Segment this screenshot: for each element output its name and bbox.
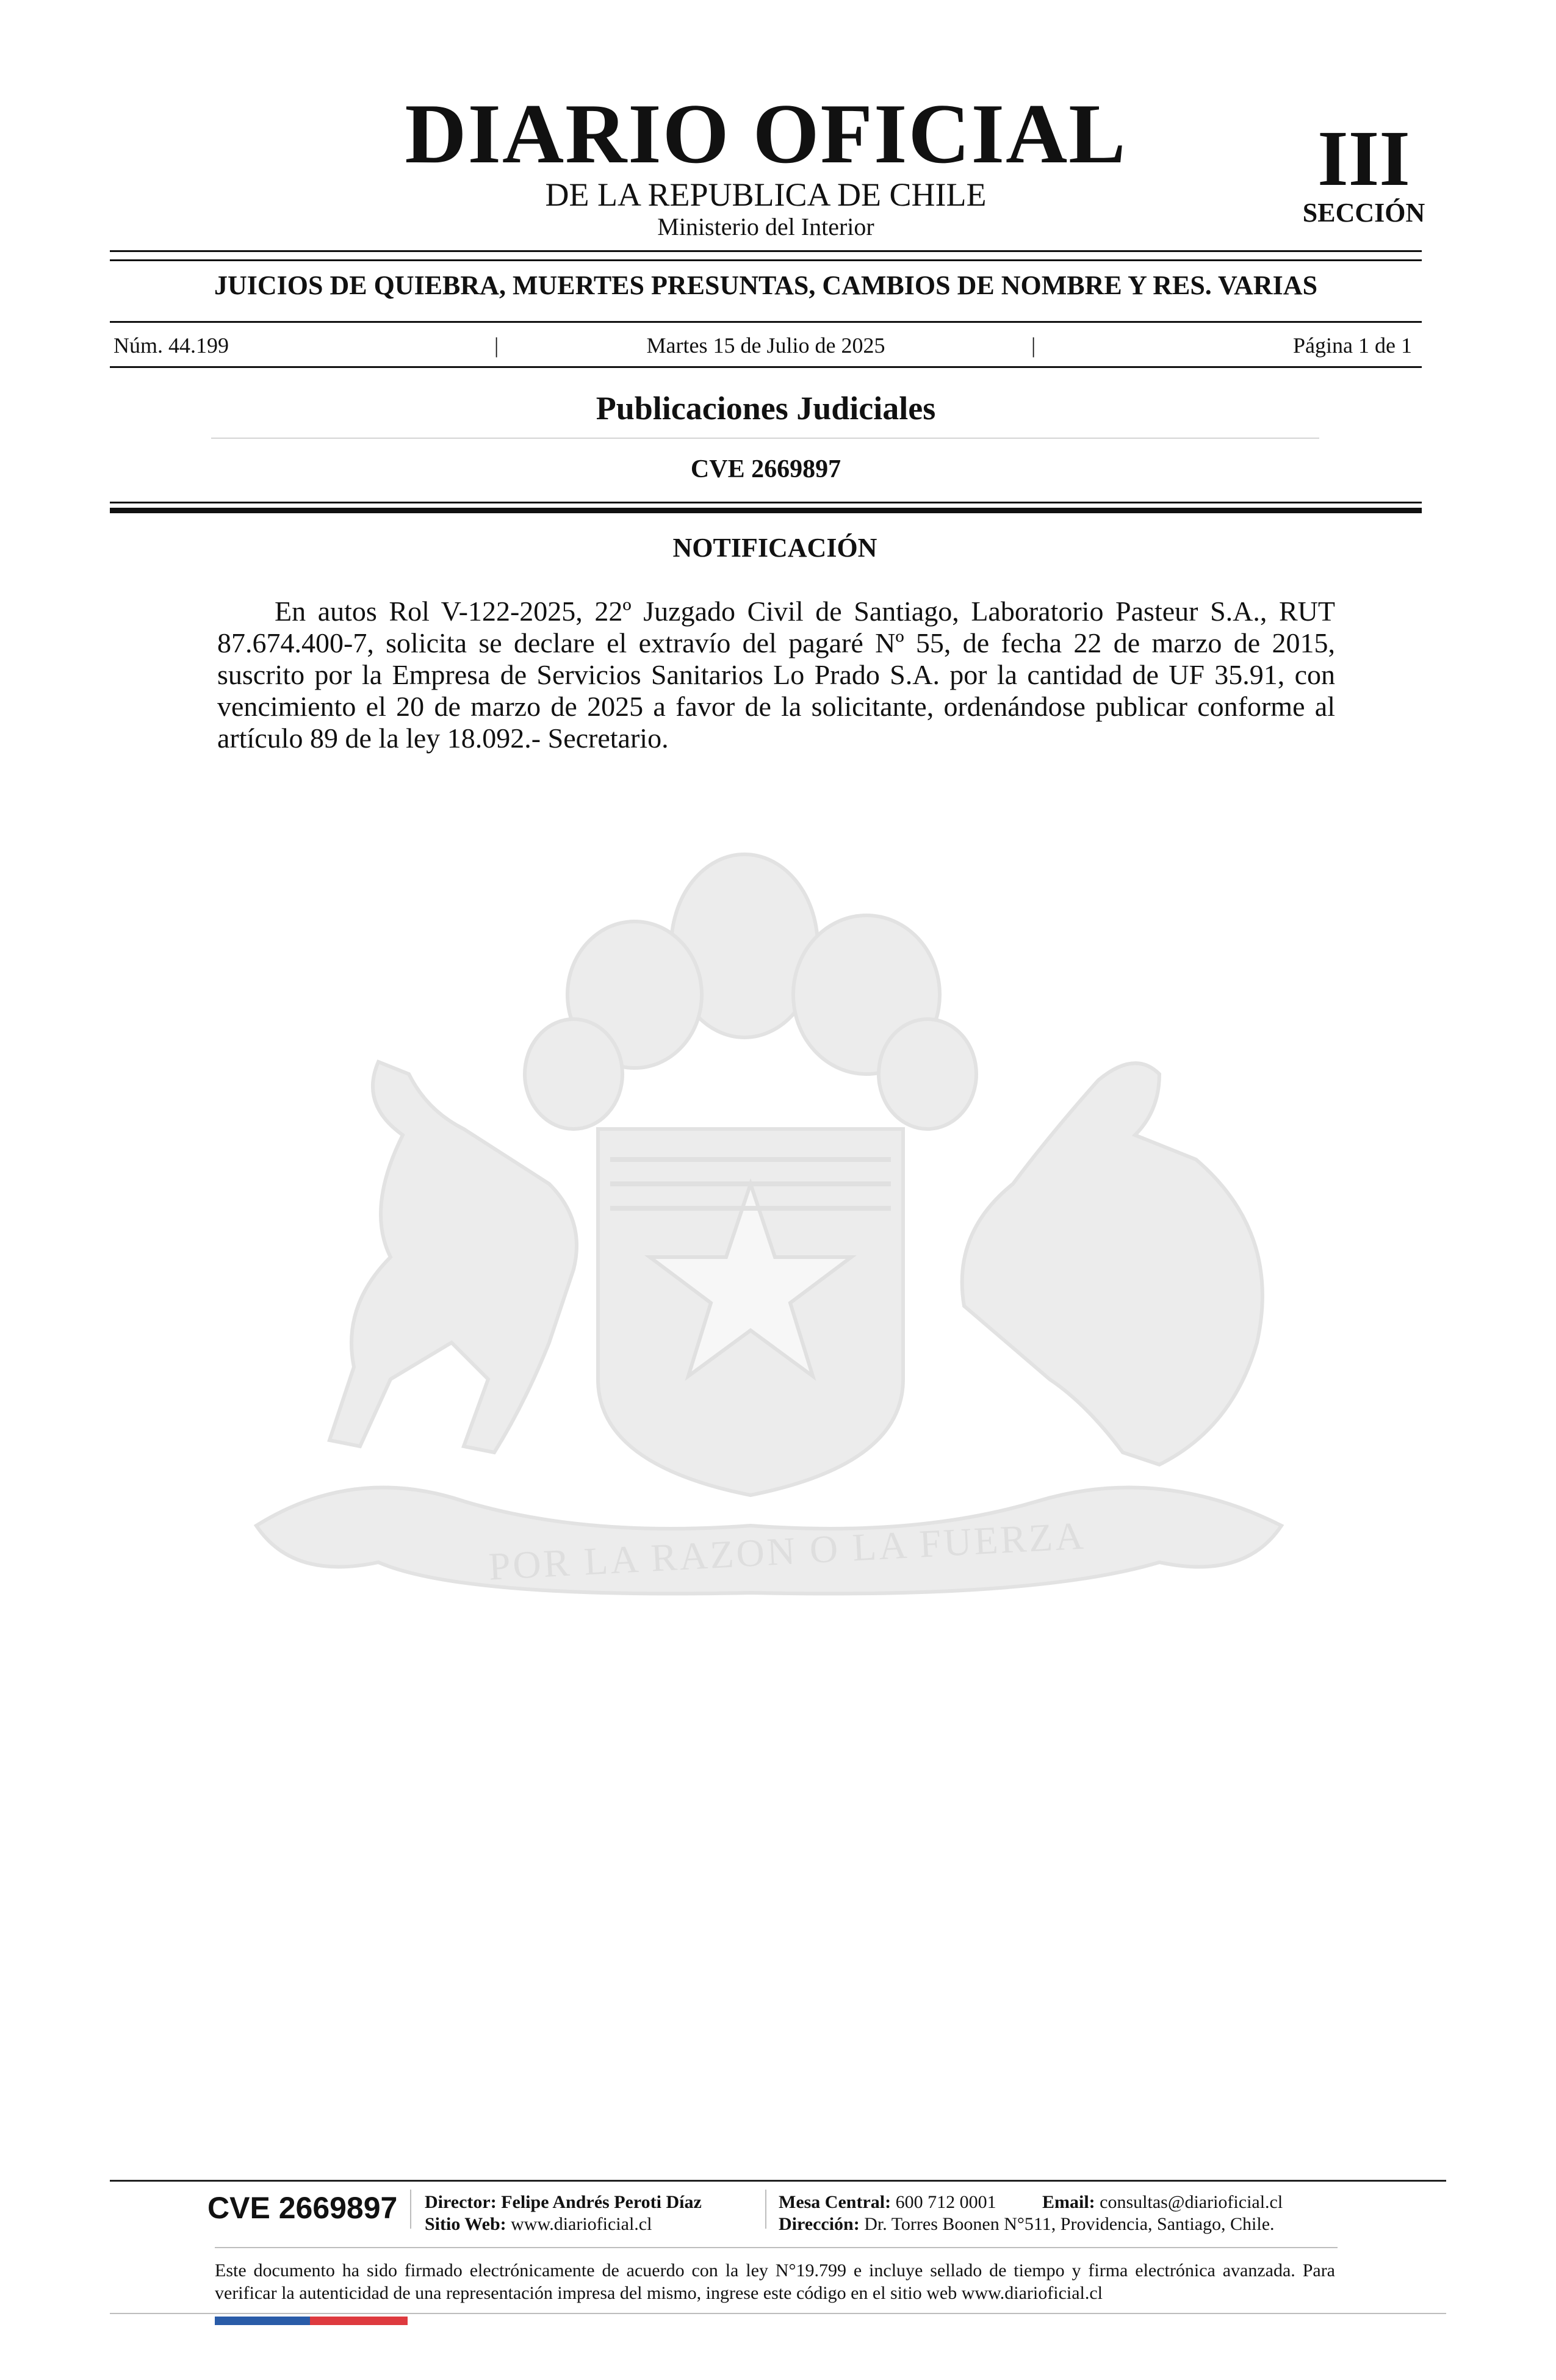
publication-rule-thin	[110, 502, 1422, 503]
address-label: Dirección:	[779, 2214, 860, 2234]
email-link[interactable]: consultas@diarioficial.cl	[1100, 2192, 1283, 2212]
notice-title: NOTIFICACIÓN	[672, 533, 877, 563]
footer-director	[425, 2193, 702, 2212]
director-name: Felipe Andrés Peroti Díaz	[501, 2192, 702, 2212]
address-value: Dr. Torres Boonen N°511, Providencia, Santiago, Chile.	[864, 2214, 1275, 2234]
masthead-title: DIARIO OFICIAL	[405, 87, 1127, 181]
issue-number: Núm. 44.199	[113, 333, 229, 358]
phone-label: Mesa Central:	[779, 2192, 891, 2212]
footer-signature-note: Este documento ha sido firmado electrónicamente de acuerdo con la ley N°19.799 e incluye sellado de tiempo y firma electrónica avanzada. Para verificar la autenticidad de una representación impresa del mismo, ingrese este código en el sitio web www.diarioficial.cl	[215, 2260, 1335, 2303]
meta-separator: |	[494, 333, 499, 358]
footer-separator	[765, 2190, 766, 2229]
section-label: SECCIÓN	[1302, 198, 1425, 228]
footer-website	[425, 2215, 652, 2234]
cve-code: CVE 2669897	[690, 455, 841, 483]
flag-stripe-blue	[215, 2317, 310, 2325]
website-label: Sitio Web:	[425, 2214, 506, 2234]
masthead-ministry: Ministerio del Interior	[657, 213, 874, 240]
publication-rule-thick	[110, 508, 1422, 513]
email-label: Email:	[1042, 2192, 1095, 2212]
footer-divider	[215, 2247, 1338, 2248]
phone-number: 600 712 0001	[895, 2192, 996, 2212]
issue-date: Martes 15 de Julio de 2025	[646, 333, 885, 358]
publication-divider	[211, 438, 1319, 439]
flag-stripe-red	[310, 2317, 408, 2325]
footer-address	[779, 2215, 1275, 2234]
page-info: Página 1 de 1	[1293, 333, 1412, 358]
director-label: Director:	[425, 2192, 497, 2212]
notice-body: En autos Rol V-122-2025, 22º Juzgado Civil de Santiago, Laboratorio Pasteur S.A., RUT 87.674.400-7, solicita se declare el extravío del pagaré Nº 55, de fecha 22 de marzo de 2015, suscrito por la Empresa de Servicios Sanitarios Lo Prado S.A. por la cantidad de UF 35.91, con vencimiento el 20 de marzo de 2025 a favor de la solicitante, ordenándose publicar conforme al artículo 89 de la ley 18.092.- Secretario.	[217, 596, 1335, 754]
meta-rule	[110, 366, 1422, 368]
crest-motto: POR LA RAZON O LA FUERZA	[487, 1513, 1087, 1588]
footer-email	[1042, 2193, 1283, 2212]
masthead-rule-second	[110, 259, 1422, 261]
footer-phone	[779, 2193, 996, 2212]
section-heading: JUICIOS DE QUIEBRA, MUERTES PRESUNTAS, CAMBIOS DE NOMBRE Y RES. VARIAS	[214, 270, 1318, 300]
heading-rule	[110, 321, 1422, 323]
footer-bottom-rule	[110, 2313, 1446, 2314]
publication-title: Publicaciones Judiciales	[596, 390, 936, 427]
masthead-rule-top	[110, 250, 1422, 252]
footer-cve-code: CVE 2669897	[207, 2191, 398, 2225]
section-number: III	[1317, 115, 1410, 203]
masthead-subtitle: DE LA REPUBLICA DE CHILE	[545, 176, 987, 213]
meta-separator: |	[1031, 333, 1036, 358]
website-link[interactable]: www.diarioficial.cl	[511, 2214, 652, 2234]
footer-separator	[410, 2190, 411, 2229]
footer-rule	[110, 2180, 1446, 2182]
